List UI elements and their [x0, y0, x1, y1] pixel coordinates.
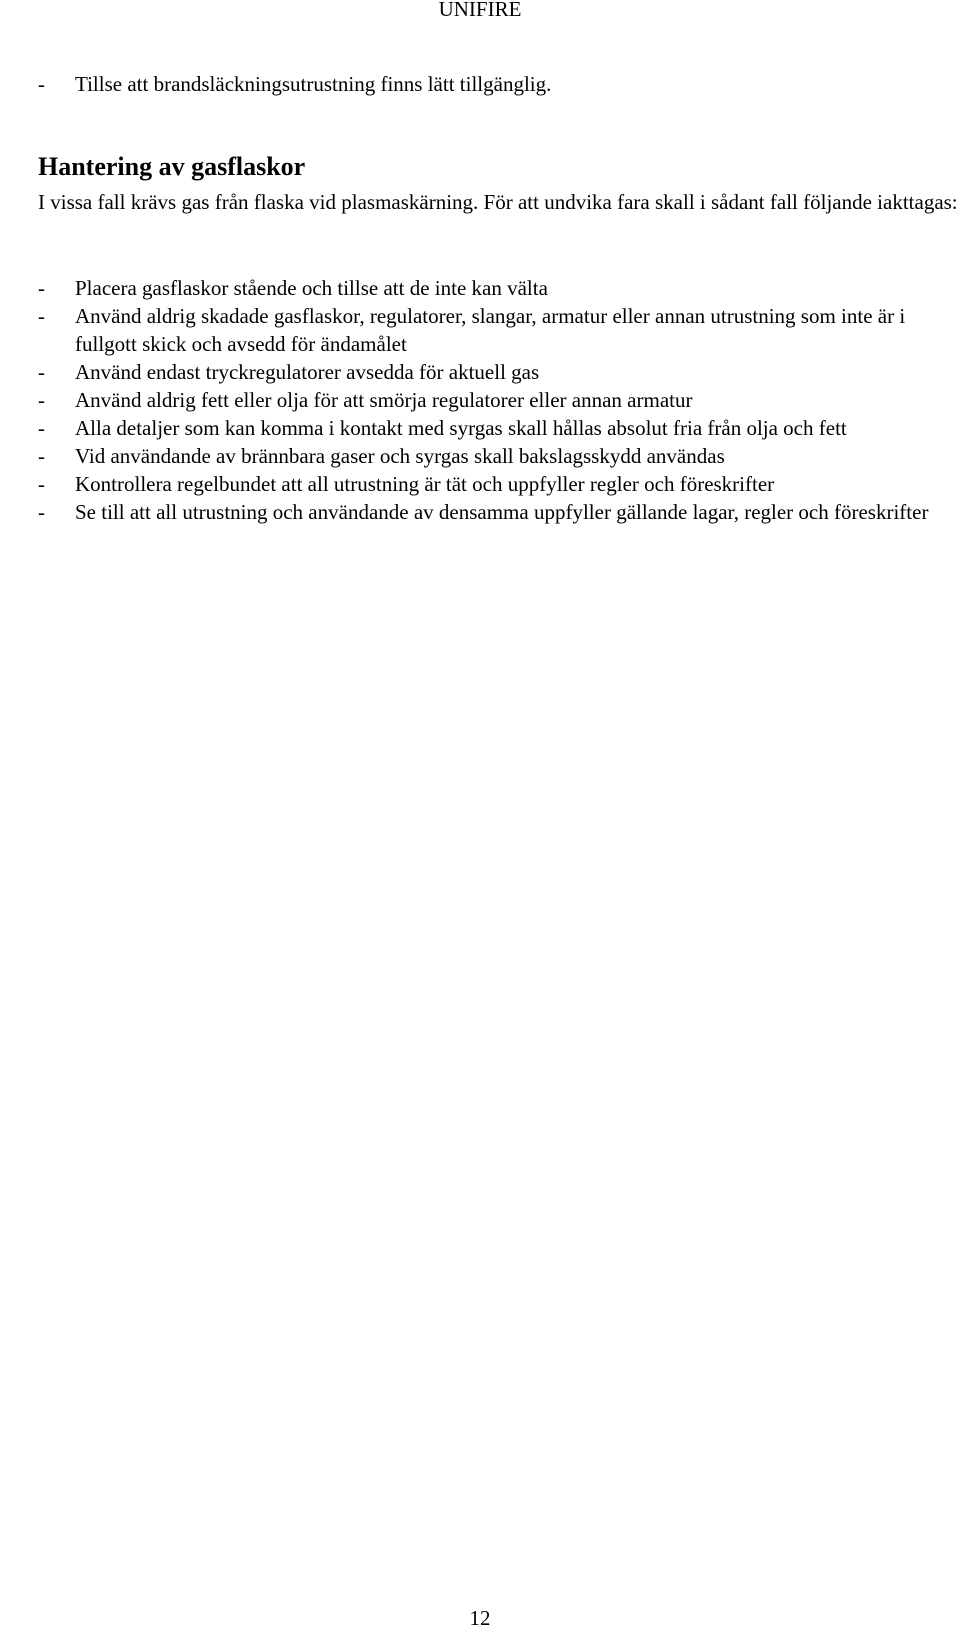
list-item — [38, 274, 960, 302]
list-item-text: Tillse att brandsläckningsutrustning finns lätt tillgänglig. — [75, 72, 552, 96]
bullet-dash: - — [38, 416, 45, 440]
gas-cylinder-bullet-list — [38, 274, 960, 526]
page-number: 12 — [469, 1606, 491, 1630]
bullet-dash: - — [38, 388, 45, 412]
list-item — [38, 358, 960, 386]
list-item — [38, 70, 958, 98]
list-item — [38, 302, 960, 358]
bullet-dash: - — [38, 360, 45, 384]
top-bullet-list — [38, 70, 958, 98]
list-item — [38, 498, 960, 526]
list-item-text: Placera gasflaskor stående och tillse att de inte kan välta — [75, 276, 548, 300]
list-item — [38, 386, 960, 414]
list-item-text: Använd endast tryckregulatorer avsedda för aktuell gas — [75, 360, 540, 384]
list-item-text: Se till att all utrustning och användande av densamma uppfyller gällande lagar, regler och föreskrifter — [75, 500, 929, 524]
list-item-text: Vid användande av brännbara gaser och syrgas skall bakslagsskydd användas — [75, 444, 725, 468]
section-heading: Hantering av gasflaskor — [38, 152, 306, 181]
bullet-dash: - — [38, 304, 45, 328]
section-intro: I vissa fall krävs gas från flaska vid plasmaskärning. För att undvika fara skall i sådant fall följande iakttagas: — [38, 190, 958, 214]
bullet-dash: - — [38, 276, 45, 300]
page-header: UNIFIRE — [438, 0, 522, 21]
bullet-dash: - — [38, 72, 45, 96]
list-item-text: Kontrollera regelbundet att all utrustning är tät och uppfyller regler och föreskrifter — [75, 472, 775, 496]
bullet-dash: - — [38, 444, 45, 468]
list-item — [38, 442, 960, 470]
list-item-text: Använd aldrig skadade gasflaskor, regulatorer, slangar, armatur eller annan utrustning som inte är i fullgott skick och avsedd för ändamålet — [75, 304, 906, 356]
list-item-text: Alla detaljer som kan komma i kontakt med syrgas skall hållas absolut fria från olja och fett — [75, 416, 847, 440]
bullet-dash: - — [38, 500, 45, 524]
list-item — [38, 470, 960, 498]
bullet-dash: - — [38, 472, 45, 496]
list-item-text: Använd aldrig fett eller olja för att smörja regulatorer eller annan armatur — [75, 388, 693, 412]
list-item — [38, 414, 960, 442]
